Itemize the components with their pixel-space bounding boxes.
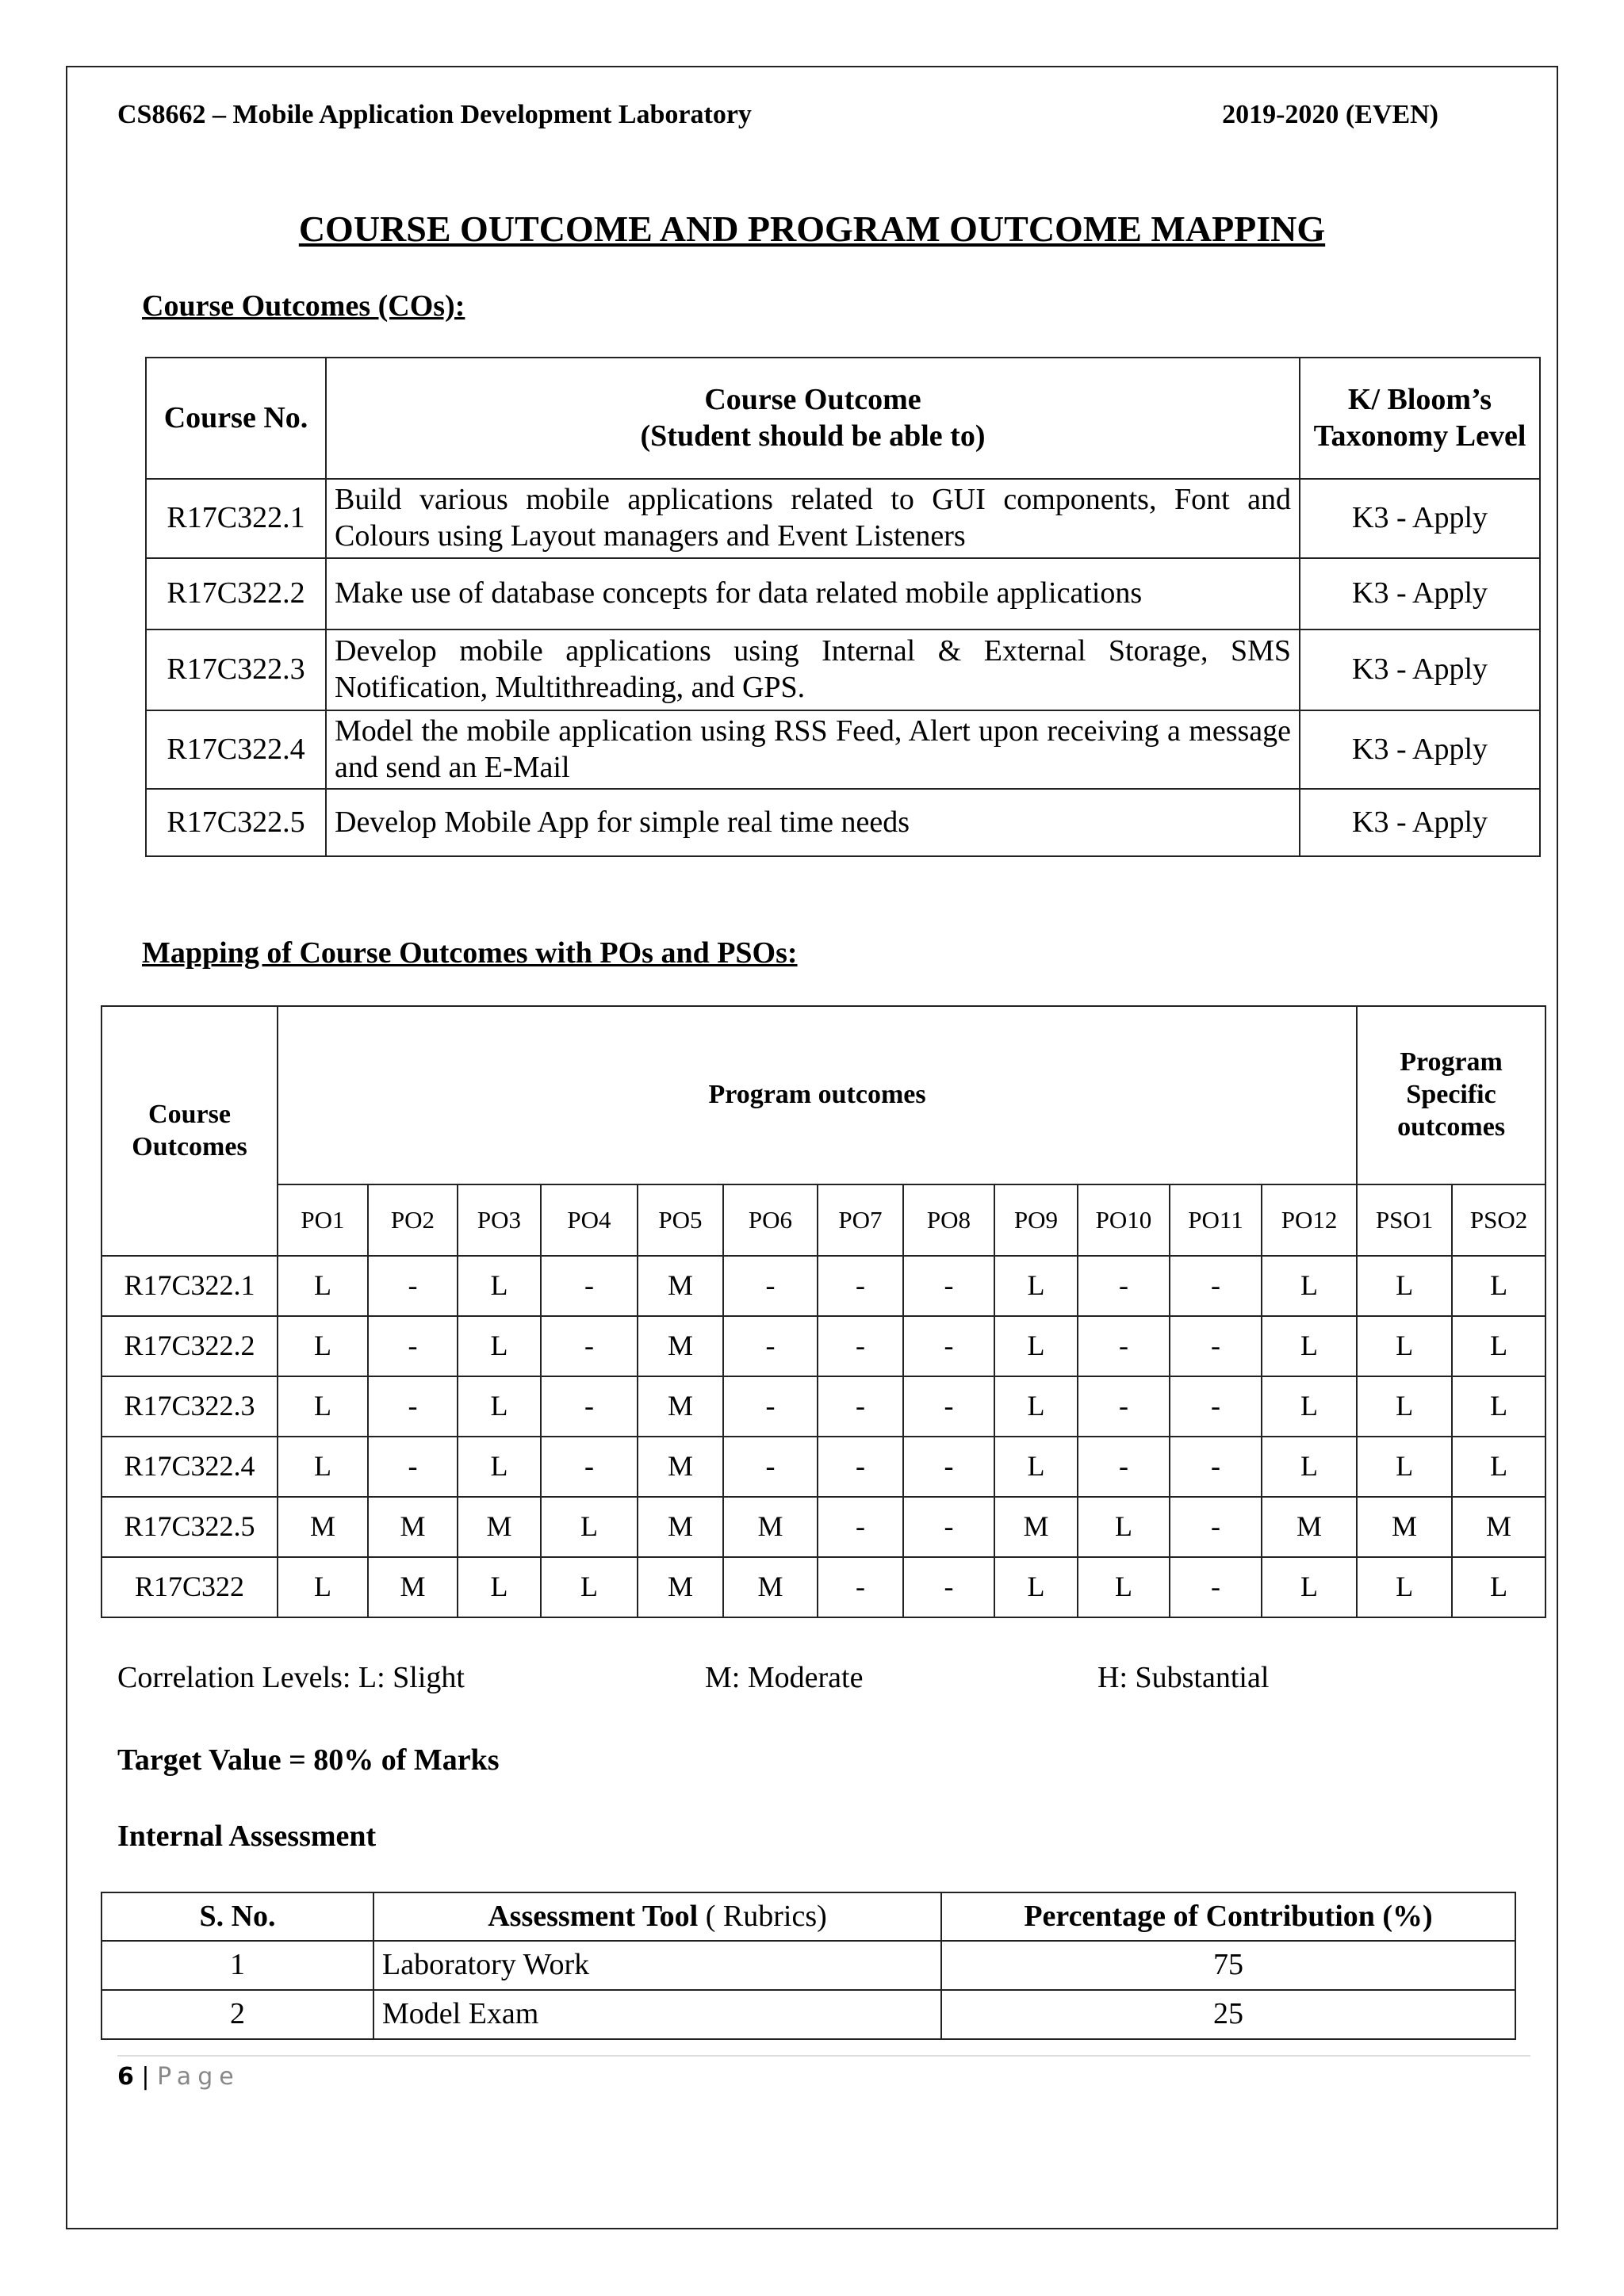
correlation-cell: M [638, 1557, 723, 1617]
correlation-cell: - [541, 1256, 638, 1316]
correlation-cell: L [1078, 1557, 1170, 1617]
correlation-cell: L [994, 1316, 1078, 1376]
course-no: R17C322.1 [146, 479, 326, 558]
correlation-cell: M [723, 1497, 818, 1557]
correlation-cell: L [1357, 1256, 1452, 1316]
correlation-cell: - [1078, 1376, 1170, 1437]
correlation-cell: L [278, 1256, 368, 1316]
correlation-cell: L [994, 1557, 1078, 1617]
correlation-cell: L [1078, 1497, 1170, 1557]
course-outcome-id: R17C322.2 [102, 1316, 278, 1376]
correlation-cell: - [723, 1376, 818, 1437]
correlation-cell: - [1078, 1437, 1170, 1497]
col-course-outcomes: Course Outcomes [102, 1006, 278, 1256]
correlation-cell: L [1357, 1557, 1452, 1617]
correlation-cell: - [368, 1256, 458, 1316]
correlation-cell: L [1452, 1316, 1545, 1376]
correlation-cell: M [368, 1497, 458, 1557]
mapping-row [102, 1256, 1545, 1316]
academic-year: 2019-2020 (EVEN) [1222, 100, 1438, 129]
correlation-cell: L [1357, 1376, 1452, 1437]
correlation-cell: - [1170, 1557, 1262, 1617]
course-outcomes-table [145, 357, 1541, 857]
correlation-cell: L [1452, 1256, 1545, 1316]
correlation-cell: L [458, 1256, 541, 1316]
correlation-cell: L [1262, 1256, 1357, 1316]
co-row [146, 629, 1540, 710]
correlation-cell: L [458, 1437, 541, 1497]
co-po-mapping-table [101, 1005, 1546, 1618]
correlation-cell: - [903, 1376, 994, 1437]
correlation-cell: L [1357, 1437, 1452, 1497]
assessment-tool: Model Exam [373, 1990, 941, 2039]
co-row [146, 710, 1540, 789]
correlation-cell: - [723, 1437, 818, 1497]
correlation-cell: L [1262, 1316, 1357, 1376]
mapping-row [102, 1557, 1545, 1617]
assessment-row [102, 1941, 1515, 1990]
correlation-cell: L [994, 1437, 1078, 1497]
correlation-cell: L [1452, 1376, 1545, 1437]
footer-divider [117, 2055, 1530, 2057]
correlation-cell: L [458, 1376, 541, 1437]
correlation-substantial: H: Substantial [1097, 1661, 1270, 1694]
co-heading: Course Outcomes (COs): [142, 289, 465, 323]
target-value: Target Value = 80% of Marks [117, 1743, 500, 1777]
correlation-cell: - [818, 1497, 903, 1557]
mapping-row [102, 1316, 1545, 1376]
page-number: 6 | Page [117, 2063, 240, 2091]
co-row [146, 789, 1540, 856]
course-no: R17C322.4 [146, 710, 326, 789]
correlation-cell: - [903, 1437, 994, 1497]
col-pso2: PSO2 [1452, 1184, 1545, 1256]
correlation-cell: M [1262, 1497, 1357, 1557]
co-row [146, 558, 1540, 629]
correlation-cell: - [818, 1437, 903, 1497]
correlation-cell: L [458, 1557, 541, 1617]
correlation-cell: L [994, 1256, 1078, 1316]
course-outcome: Build various mobile applications related to GUI components, Font and Colours using Layout managers and Event Listeners [326, 479, 1300, 558]
co-row [146, 479, 1540, 558]
page-title: COURSE OUTCOME AND PROGRAM OUTCOME MAPPING [298, 209, 1326, 249]
percentage: 75 [941, 1941, 1515, 1990]
correlation-cell: - [903, 1557, 994, 1617]
course-outcome: Model the mobile application using RSS Feed, Alert upon receiving a message and send an E-Mail [326, 710, 1300, 789]
correlation-cell: - [1078, 1256, 1170, 1316]
correlation-cell: - [541, 1376, 638, 1437]
correlation-cell: - [541, 1437, 638, 1497]
col-po8: PO8 [903, 1184, 994, 1256]
correlation-cell: L [541, 1497, 638, 1557]
percentage: 25 [941, 1990, 1515, 2039]
col-percentage: Percentage of Contribution (%) [941, 1892, 1515, 1941]
correlation-cell: - [1170, 1497, 1262, 1557]
correlation-cell: - [1170, 1316, 1262, 1376]
correlation-cell: - [818, 1557, 903, 1617]
correlation-cell: - [723, 1256, 818, 1316]
sno: 1 [102, 1941, 373, 1990]
correlation-cell: M [994, 1497, 1078, 1557]
correlation-cell: - [723, 1316, 818, 1376]
correlation-cell: - [903, 1316, 994, 1376]
correlation-cell: L [458, 1316, 541, 1376]
mapping-heading: Mapping of Course Outcomes with POs and PSOs: [142, 936, 798, 970]
course-outcome-id: R17C322.4 [102, 1437, 278, 1497]
col-po3: PO3 [458, 1184, 541, 1256]
correlation-cell: L [1357, 1316, 1452, 1376]
col-po4: PO4 [541, 1184, 638, 1256]
col-po7: PO7 [818, 1184, 903, 1256]
correlation-cell: L [1262, 1437, 1357, 1497]
course-no: R17C322.2 [146, 558, 326, 629]
mapping-row [102, 1376, 1545, 1437]
correlation-slight: Correlation Levels: L: Slight [117, 1661, 465, 1694]
course-outcome-id: R17C322.1 [102, 1256, 278, 1316]
correlation-cell: - [541, 1316, 638, 1376]
mapping-row [102, 1497, 1545, 1557]
col-po2: PO2 [368, 1184, 458, 1256]
col-course-outcome: Course Outcome (Student should be able to) [326, 358, 1300, 479]
internal-assessment-heading: Internal Assessment [117, 1820, 377, 1853]
course-outcome: Develop Mobile App for simple real time needs [326, 789, 1300, 856]
correlation-cell: L [278, 1437, 368, 1497]
correlation-cell: M [1452, 1497, 1545, 1557]
mapping-row [102, 1437, 1545, 1497]
correlation-cell: M [638, 1437, 723, 1497]
sno: 2 [102, 1990, 373, 2039]
col-bloom-level: K/ Bloom’s Taxonomy Level [1300, 358, 1540, 479]
col-po6: PO6 [723, 1184, 818, 1256]
correlation-cell: - [1078, 1316, 1170, 1376]
correlation-cell: - [368, 1316, 458, 1376]
correlation-cell: L [541, 1557, 638, 1617]
correlation-cell: M [1357, 1497, 1452, 1557]
col-po12: PO12 [1262, 1184, 1357, 1256]
col-program-specific-outcomes: Program Specific outcomes [1357, 1006, 1545, 1184]
course-no: R17C322.3 [146, 629, 326, 710]
correlation-cell: M [723, 1557, 818, 1617]
col-po10: PO10 [1078, 1184, 1170, 1256]
correlation-cell: L [278, 1316, 368, 1376]
course-outcome: Make use of database concepts for data related mobile applications [326, 558, 1300, 629]
correlation-cell: M [458, 1497, 541, 1557]
correlation-cell: - [1170, 1437, 1262, 1497]
bloom-level: K3 - Apply [1300, 558, 1540, 629]
assessment-tool: Laboratory Work [373, 1941, 941, 1990]
correlation-cell: - [903, 1497, 994, 1557]
correlation-cell: L [1452, 1437, 1545, 1497]
col-pso1: PSO1 [1357, 1184, 1452, 1256]
correlation-cell: M [638, 1376, 723, 1437]
correlation-cell: - [1170, 1376, 1262, 1437]
col-po11: PO11 [1170, 1184, 1262, 1256]
correlation-cell: L [1262, 1376, 1357, 1437]
correlation-cell: M [278, 1497, 368, 1557]
correlation-cell: M [368, 1557, 458, 1617]
col-sno: S. No. [102, 1892, 373, 1941]
course-outcome-id: R17C322.3 [102, 1376, 278, 1437]
course-header: CS8662 – Mobile Application Development Laboratory [117, 100, 752, 129]
correlation-cell: L [278, 1557, 368, 1617]
correlation-cell: L [278, 1376, 368, 1437]
correlation-cell: - [368, 1437, 458, 1497]
bloom-level: K3 - Apply [1300, 710, 1540, 789]
bloom-level: K3 - Apply [1300, 629, 1540, 710]
col-po1: PO1 [278, 1184, 368, 1256]
course-no: R17C322.5 [146, 789, 326, 856]
correlation-cell: L [1452, 1557, 1545, 1617]
correlation-cell: L [994, 1376, 1078, 1437]
col-program-outcomes: Program outcomes [278, 1006, 1357, 1184]
correlation-cell: - [368, 1376, 458, 1437]
col-po9: PO9 [994, 1184, 1078, 1256]
correlation-cell: - [818, 1316, 903, 1376]
correlation-cell: - [818, 1376, 903, 1437]
col-assessment-tool: Assessment Tool ( Rubrics) [373, 1892, 941, 1941]
course-outcome-id: R17C322 [102, 1557, 278, 1617]
bloom-level: K3 - Apply [1300, 789, 1540, 856]
correlation-cell: M [638, 1256, 723, 1316]
correlation-cell: L [1262, 1557, 1357, 1617]
internal-assessment-table [101, 1892, 1516, 2040]
correlation-cell: M [638, 1316, 723, 1376]
assessment-row [102, 1990, 1515, 2039]
col-course-no: Course No. [146, 358, 326, 479]
correlation-cell: - [1170, 1256, 1262, 1316]
course-outcome-id: R17C322.5 [102, 1497, 278, 1557]
correlation-moderate: M: Moderate [705, 1661, 864, 1694]
correlation-cell: - [818, 1256, 903, 1316]
col-po5: PO5 [638, 1184, 723, 1256]
correlation-cell: - [903, 1256, 994, 1316]
course-outcome: Develop mobile applications using Internal & External Storage, SMS Notification, Multithreading, and GPS. [326, 629, 1300, 710]
bloom-level: K3 - Apply [1300, 479, 1540, 558]
correlation-cell: M [638, 1497, 723, 1557]
